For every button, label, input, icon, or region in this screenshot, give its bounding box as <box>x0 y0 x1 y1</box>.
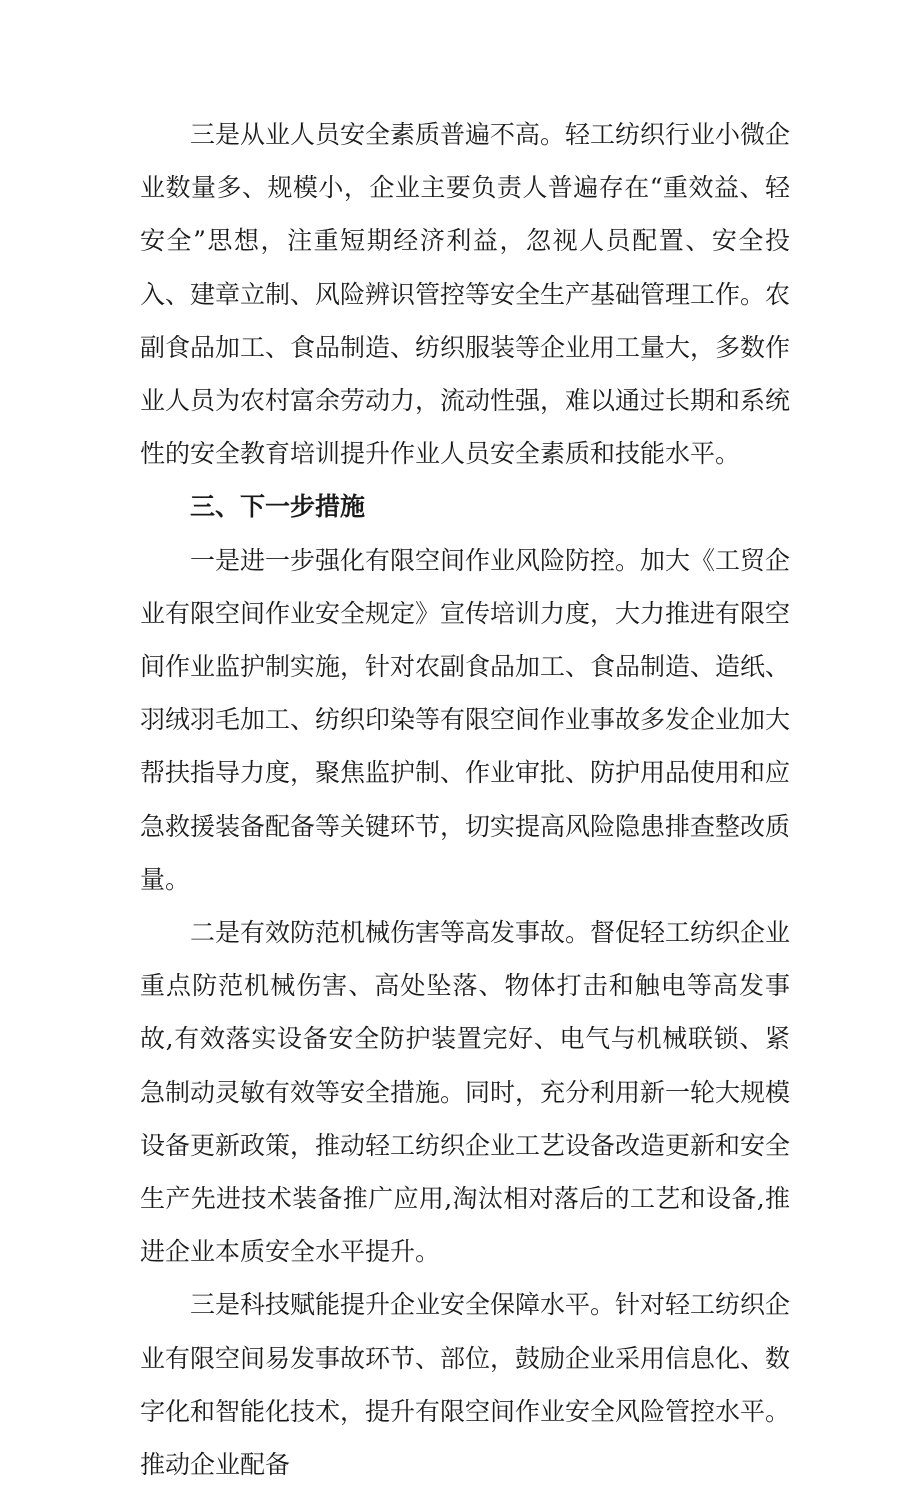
paragraph-tech-empowerment: 三是科技赋能提升企业安全保障水平。针对轻工纺织企业有限空间易发事故环节、部位，鼓励企业采用信息化、数字化和智能化技术，提升有限空间作业安全风险管控水平。推动企业配备 <box>140 1290 791 1480</box>
paragraph-worker-safety-quality: 三是从业人员安全素质普遍不高。轻工纺织行业小微企业数量多、规模小，企业主要负责人普遍存在“重效益、轻安全”思想，注重短期经济利益，忽视人员配置、安全投入、建章立制、风险辨识管控等安全生产基础管理工作。农副食品加工、食品制造、纺织服装等企业用工量大，多数作业人员为农村富余劳动力，流动性强，难以通过长期和系统性的安全教育培训提升作业人员安全素质和技能水平。 <box>140 120 791 469</box>
document-body <box>140 108 790 1491</box>
paragraph-mechanical-injury-prevention: 二是有效防范机械伤害等高发事故。督促轻工纺织企业重点防范机械伤害、高处坠落、物体打击和触电等高发事故,有效落实设备安全防护装置完好、电气与机械联锁、紧急制动灵敏有效等安全措施。同时，充分利用新一轮大规模设备更新政策，推动轻工纺织企业工艺设备改造更新和安全生产先进技术装备推广应用,淘汰相对落后的工艺和设备,推进企业本质安全水平提升。 <box>140 918 791 1267</box>
section-heading-next-steps: 三、下一步措施 <box>190 492 366 522</box>
paragraph-confined-space-control: 一是进一步强化有限空间作业风险防控。加大《工贸企业有限空间作业安全规定》宣传培训力度，大力推进有限空间作业监护制实施，针对农副食品加工、食品制造、造纸、羽绒羽毛加工、纺织印染等有限空间作业事故多发企业加大帮扶指导力度，聚焦监护制、作业审批、防护用品使用和应急救援装备配备等关键环节，切实提高风险隐患排查整改质量。 <box>140 545 791 894</box>
